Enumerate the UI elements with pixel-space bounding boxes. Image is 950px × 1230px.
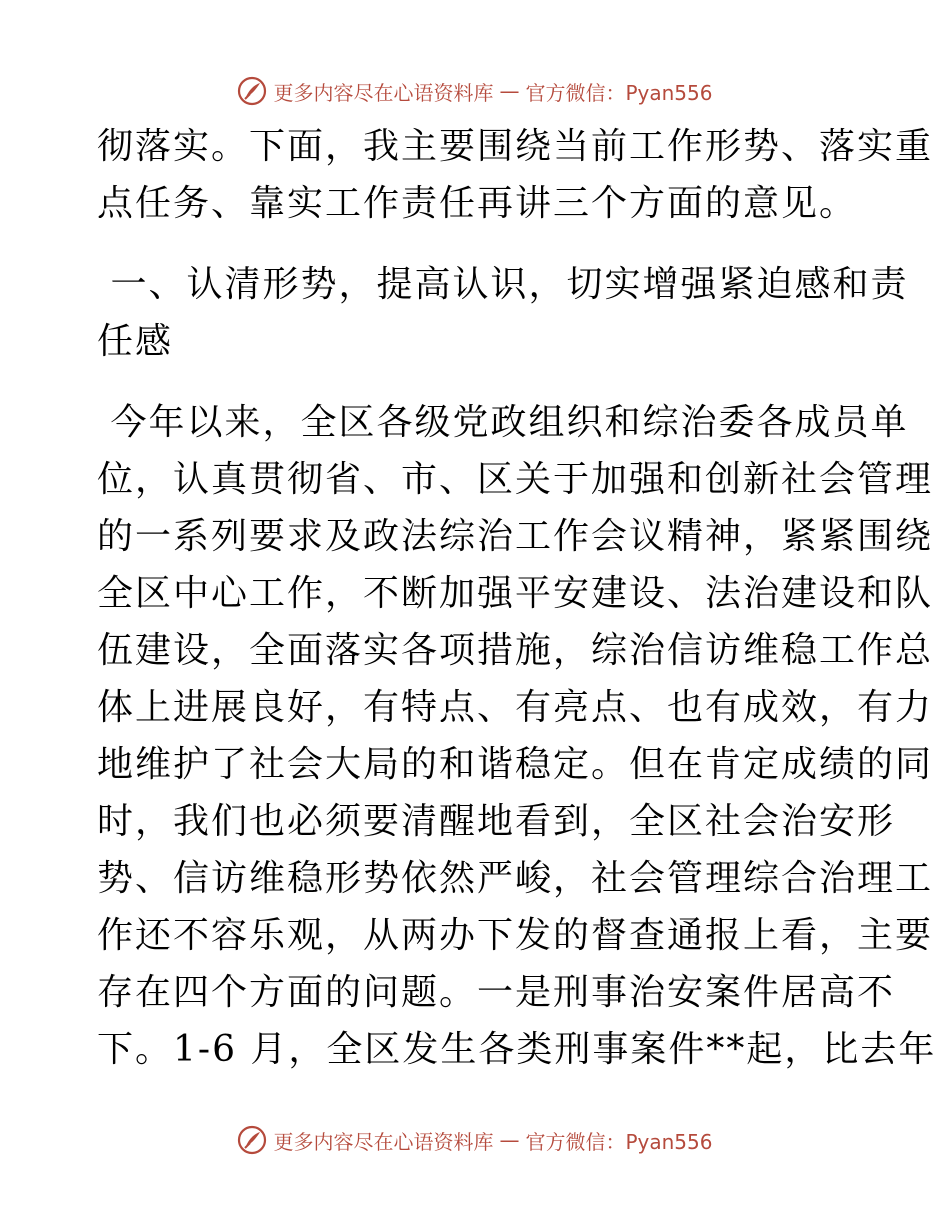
footer-contact-text: 官方微信：Pyan556 [525, 1129, 713, 1154]
footer-separator: — [499, 1128, 520, 1152]
text-line: 下。1-6 月，全区发生各类刑事案件**起，比去年 [97, 1029, 937, 1070]
text-line: 伍建设，全面落实各项措施，综治信访维稳工作总 [97, 630, 934, 671]
paragraph-1 [97, 118, 934, 232]
header-contact-text: 官方微信：Pyan556 [525, 80, 713, 105]
text-line: 一、认清形势，提高认识，切实增强紧迫感和责 [97, 264, 909, 305]
header-brand-text: 更多内容尽在心语资料库 [273, 80, 494, 105]
document-body [97, 118, 937, 1078]
text-line: 地维护了社会大局的和谐稳定。但在肯定成绩的同 [97, 744, 934, 785]
footer-banner [0, 1120, 950, 1160]
section-heading [97, 256, 909, 370]
quill-logo-icon [237, 1125, 267, 1155]
text-line: 位，认真贯彻省、市、区关于加强和创新社会管理 [97, 459, 934, 500]
text-line: 彻落实。下面，我主要围绕当前工作形势、落实重 [97, 126, 934, 167]
text-line: 点任务、靠实工作责任再讲三个方面的意见。 [97, 183, 858, 224]
text-line: 今年以来，全区各级党政组织和综治委各成员单 [97, 402, 909, 443]
quill-logo-icon [237, 76, 267, 106]
text-line: 体上进展良好，有特点、有亮点、也有成效，有力 [97, 687, 934, 728]
paragraph-3 [97, 394, 937, 1078]
text-line: 时，我们也必须要清醒地看到，全区社会治安形 [97, 801, 896, 842]
text-line: 的一系列要求及政法综治工作会议精神，紧紧围绕 [97, 516, 934, 557]
header-separator: — [499, 79, 520, 103]
text-line: 全区中心工作，不断加强平安建设、法治建设和队 [97, 573, 934, 614]
footer-brand-text: 更多内容尽在心语资料库 [273, 1129, 494, 1154]
text-line: 存在四个方面的问题。一是刑事治安案件居高不 [97, 972, 896, 1013]
text-line: 作还不容乐观，从两办下发的督查通报上看，主要 [97, 915, 934, 956]
text-line: 任感 [97, 321, 174, 362]
header-banner [0, 71, 950, 111]
text-line: 势、信访维稳形势依然严峻，社会管理综合治理工 [97, 858, 934, 899]
